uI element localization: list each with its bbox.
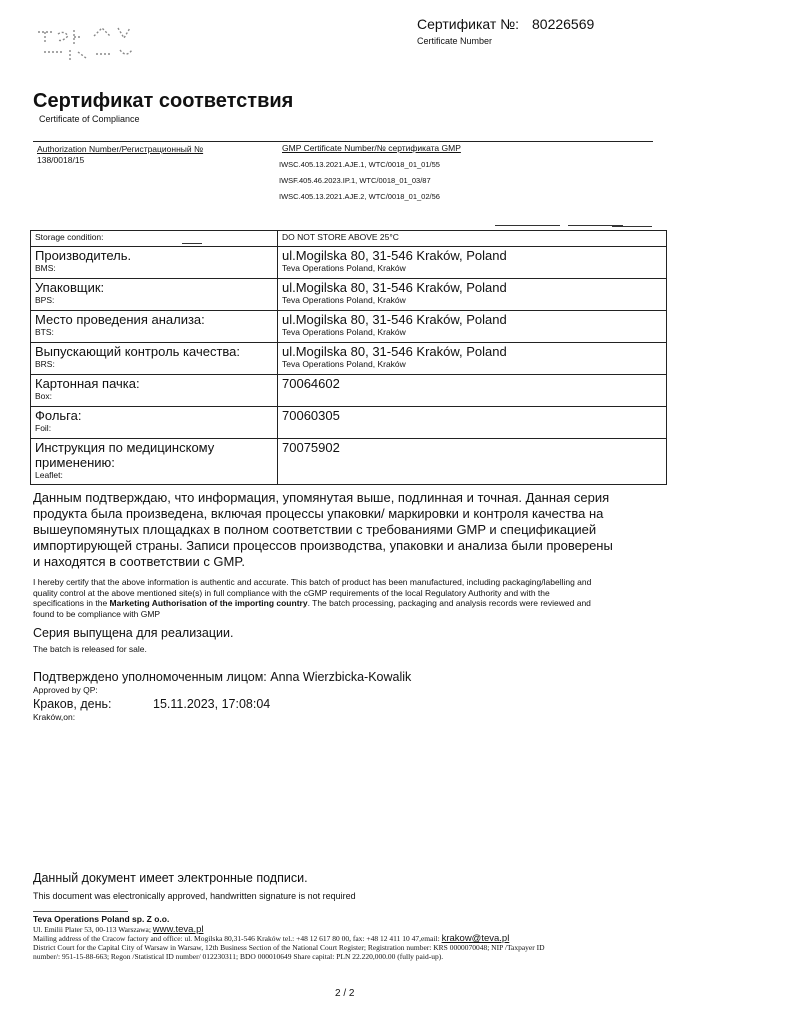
storage-condition-value: DO NOT STORE ABOVE 25°C (282, 232, 399, 242)
table-row (31, 343, 667, 375)
manufacturer-address: ul.Mogilska 80, 31-546 Kraków, Poland (282, 248, 507, 263)
footer-mailing-address: Mailing address of the Cracow factory and office: ul. Mogilska 80,31-546 Kraków tel.: +48 12 617 80 00, fax: +48 12 411 10 47,email: (33, 934, 442, 943)
footer-company-name: Teva Operations Poland sp. Z o.o. (33, 914, 170, 924)
table-row (31, 247, 667, 279)
footer-registered-address: Ul. Emilii Plater 53, 00-113 Warszawa; (33, 925, 153, 934)
place-date-label-ru: Краков, день: (33, 697, 112, 711)
box-label: Картонная пачка: (35, 376, 140, 391)
footer-tax-ids: number/: 951-15-88-663; Regon /Statistical ID number/ 012230311; BDO 000010649 Share capital: PLN 22.220,000.00 (fully paid-up). (33, 952, 444, 961)
foil-label: Фольга: (35, 408, 82, 423)
leaflet-code: 70075902 (282, 440, 340, 455)
release-site-label: Выпускающий контроль качества: (35, 344, 241, 359)
testing-site-label: Место проведения анализа: (35, 312, 205, 327)
table-row (31, 439, 667, 485)
document-title-en: Certificate of Compliance (39, 114, 140, 124)
company-logo (34, 22, 144, 64)
certificate-number-label: Сертификат №: (417, 16, 520, 32)
manufacturer-company: Teva Operations Poland, Kraków (282, 263, 406, 273)
release-statement-ru: Серия выпущена для реализации. (33, 626, 234, 640)
divider (33, 141, 653, 142)
authorization-number-value: 138/0018/15 (37, 155, 85, 165)
scan-artifact (495, 225, 560, 226)
packager-address: ul.Mogilska 80, 31-546 Kraków, Poland (282, 280, 507, 295)
testing-site-address: ul.Mogilska 80, 31-546 Kraków, Poland (282, 312, 507, 327)
manufacturer-label-en: BMS: (35, 263, 56, 273)
table-row (31, 279, 667, 311)
approved-by-en: Approved by QP: (33, 685, 98, 695)
scan-artifact (612, 226, 652, 227)
approved-by-ru: Подтверждено уполномоченным лицом: Anna Wierzbicka-Kowalik (33, 670, 412, 684)
table-row (31, 311, 667, 343)
divider (33, 911, 128, 912)
release-site-address: ul.Mogilska 80, 31-546 Kraków, Poland (282, 344, 507, 359)
statement-en-text: . The batch processing, packaging and analysis records were reviewed and found to be compliance with GMP (33, 598, 591, 619)
release-statement-en: The batch is released for sale. (33, 644, 147, 654)
packager-company: Teva Operations Poland, Kraków (282, 295, 406, 305)
certificate-number-value: 80226569 (532, 16, 595, 32)
storage-condition-label: Storage condition: (35, 232, 104, 242)
electronic-signature-note-ru: Данный документ имеет электронные подписи. (33, 871, 308, 885)
footer-address (33, 925, 733, 961)
statement-en-text: I hereby certify that the above information is authentic and accurate. This batch of product has been manufactured, including packaging/labelling and quality control at the above mentioned site(s) in full compliance with the cGMP requirements of the local Regulatory Authority and with the specifications in the (33, 577, 592, 608)
place-date-label-en: Kraków,on: (33, 712, 76, 722)
table-row (31, 407, 667, 439)
testing-site-company: Teva Operations Poland, Kraków (282, 327, 406, 337)
leaflet-label-en: Leaflet: (35, 470, 63, 480)
authorization-number-label: Authorization Number/Регистрационный № (37, 144, 204, 154)
approval-date: 15.11.2023, 17:08:04 (153, 697, 271, 711)
sites-table (30, 230, 667, 485)
table-row (31, 375, 667, 407)
packager-label: Упаковщик: (35, 280, 105, 295)
document-title: Сертификат соответствия (33, 90, 294, 112)
gmp-certificate-line: IWSF.405.46.2023.IP.1, WTC/0018_01_03/87 (279, 176, 431, 185)
foil-code: 70060305 (282, 408, 340, 423)
statement-en-emphasis: Marketing Authorisation of the importing country (109, 598, 308, 608)
certificate-number-label-en: Certificate Number (417, 36, 493, 46)
table-row (31, 231, 667, 247)
leaflet-label: Инструкция по медицинскому применению: (35, 440, 215, 470)
release-site-company: Teva Operations Poland, Kraków (282, 359, 406, 369)
page-number: 2 / 2 (335, 988, 355, 999)
release-site-label-en: BRS: (35, 359, 55, 369)
testing-site-label-en: BTS: (35, 327, 54, 337)
gmp-certificate-label: GMP Certificate Number/№ сертификата GMP (282, 143, 461, 153)
footer-website-link[interactable]: www.teva.pl (152, 924, 204, 935)
gmp-certificate-line: IWSC.405.13.2021.AJE.2, WTC/0018_01_02/56 (279, 192, 440, 201)
electronic-signature-note-en: This document was electronically approved, handwritten signature is not required (33, 891, 356, 901)
footer-court-registration: District Court for the Capital City of Warsaw in Warsaw, 12th Business Section of the National Court Register; Registration number: KRS 0000070048; NIP /Taxpayer ID (33, 943, 545, 952)
packager-label-en: BPS: (35, 295, 55, 305)
box-code: 70064602 (282, 376, 340, 391)
statement-en (33, 577, 593, 619)
footer-email-link[interactable]: krakow@teva.pl (441, 933, 510, 944)
manufacturer-label: Производитель. (35, 248, 132, 263)
statement-ru: Данным подтверждаю, что информация, упомянутая выше, подлинная и точная. Данная серия продукта была произведена, включая процессы упаковки/ маркировки и контроля качества на вышеупомянутых площадках в полном соответствии с требованиями GMP и спецификацией импортирующей страны. Записи процессов производства, упаковки и анализа были проверены и находятся в соответствии с GMP. (33, 490, 613, 569)
box-label-en: Box: (35, 391, 53, 401)
foil-label-en: Foil: (35, 423, 52, 433)
gmp-certificate-line: IWSC.405.13.2021.AJE.1, WTC/0018_01_01/55 (279, 160, 440, 169)
